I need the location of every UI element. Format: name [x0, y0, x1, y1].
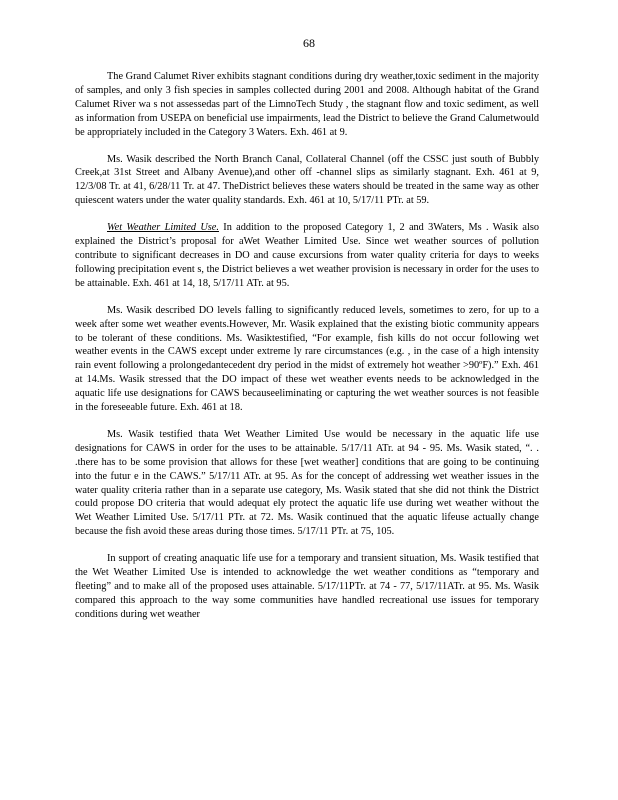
paragraph-text: In support of creating anaquatic life use for a temporary and transient situation, Ms. Wasik testified that the Wet Weather Limited Use is intended to acknowledge the wet weather conditions as “temporary and fleeting” and to make all of the proposed uses attainable. 5/17/11PTr. at 74 - 77, 5/17/11ATr. at 95. Ms. Wasik compared this approach to the way some communities have handled recreational use issues for temporary conditions during wet weather: [75, 553, 539, 620]
paragraph-text: The Grand Calumet River exhibits stagnant conditions during dry weather,toxic sediment in the majority of samples, and only 3 fish species in samples collected during 2001 and 2008. Although habitat of the Grand Calumet River wa s not assessedas part of the LimnoTech Study , the stagnant flow and toxic sediment, as well as information from USEPA on beneficial use impairments, lead the District to believe the Grand Calumetwould be appropriately included in the Category 3 Waters. Exh. 461 at 9.: [75, 71, 539, 138]
section-heading: Wet Weather Limited Use.: [107, 222, 219, 234]
paragraph-text: Ms. Wasik described the North Branch Canal, Collateral Channel (off the CSSC just south of Bubbly Creek,at 31st Street and Albany Avenue),and other off -channel slips as similarly stagnant. Exh. 461 at 9, 12/3/08 Tr. at 41, 6/28/11 Tr. at 47. TheDistrict believes these waters should be treated in the same way as other quiescent waters under the water quality standards. Exh. 461 at 10, 5/17/11 PTr. at 59.: [75, 153, 539, 207]
body-text: [75, 70, 539, 635]
paragraph: [75, 304, 539, 415]
paragraph-text: In addition to the proposed Category 1, 2 and 3Waters, Ms . Wasik also explained the District’s proposal for aWet Weather Limited Use. Since wet weather sources of pollution contribute to significant decreases in DO and cause excursions from water quality criteria for days to weeks following precipitation event s, the District believes a wet weather provision is necessary in order for the uses to be attainable. Exh. 461 at 14, 18, 5/17/11 ATr. at 95.: [75, 222, 540, 289]
paragraph: [75, 70, 539, 140]
paragraph-text: Ms. Wasik testified thata Wet Weather Limited Use would be necessary in the aquatic life use designations for CAWS in order for the uses to be attainable. 5/17/11 ATr. at 94 - 95. Ms. Wasik stated, “. . .there has to be some provision that allows for these [wet weather] conditions that are going to be continuing into the futur e in the CAWS.” 5/17/11 ATr. at 95. As for the concept of addressing wet weather issues in the water quality criteria rather than in a separate use category, Ms. Wasik stated that she did not think the District could propose DO criteria that would adequat ely protect the aquatic life use during wet weather without the Wet Weather Limited Use. 5/17/11 PTr. at 72. Ms. Wasik continued that the aquatic lifeuse actually change because the fish avoid these areas during those times. 5/17/11 PTr. at 75, 105.: [75, 428, 539, 538]
paragraph: [75, 153, 539, 209]
page-number: 68: [303, 36, 315, 50]
paragraph: [75, 552, 539, 622]
paragraph: [75, 221, 539, 291]
paragraph: [75, 428, 539, 539]
paragraph-text: Ms. Wasik described DO levels falling to significantly reduced levels, sometimes to zero, for up to a week after some wet weather events.However, Mr. Wasik explained that the existing biotic community appears to be tolerant of these conditions. Ms. Wasiktestified, “For example, fish kills do not occur following wet weather events in the CAWS except under extreme ly rare circumstances (e.g. , in the case of a high intensity rain event following a prolongedantecedent dry period in the midst of extremely hot weather >90ºF).” Exh. 461 at 14.Ms. Wasik stressed that the DO impact of these wet weather events needs to be acknowledged in the aquatic life use designations for CAWS becauseeliminating or capturing the wet weather sources is not feasible in the foreseeable future. Exh. 461 at 18.: [75, 304, 539, 414]
